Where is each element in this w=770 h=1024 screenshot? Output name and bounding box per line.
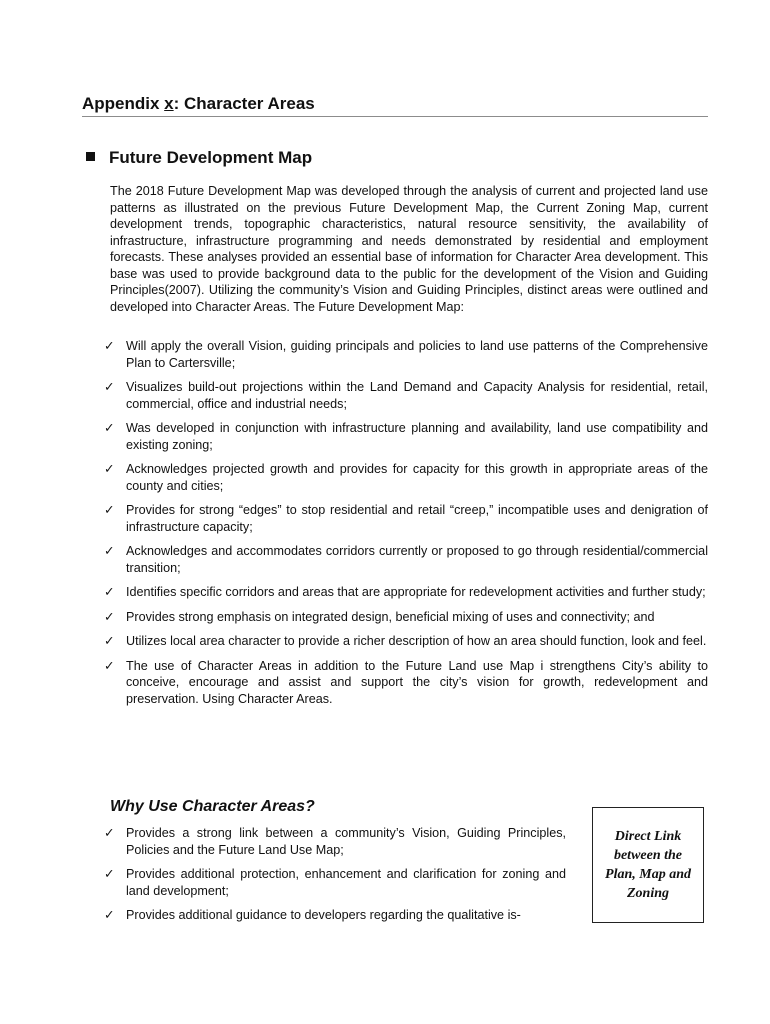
list-item-text: Provides for strong “edges” to stop residential and retail “creep,” incompatible uses and denigration of infrastructure capacity; [126,503,708,534]
list-item-text: Provides additional protection, enhancement and clarification for zoning and land development; [126,867,566,898]
list-item-text: Was developed in conjunction with infrastructure planning and availability, land use compatibility and existing zoning; [126,421,708,452]
list-item [104,379,708,412]
list-item [104,825,566,858]
list-item-text: Acknowledges and accommodates corridors currently or proposed to go through residential/commercial transition; [126,544,708,575]
check-icon: ✓ [104,502,115,517]
list-item [104,907,566,924]
section-heading [86,146,312,170]
check-icon: ✓ [104,657,115,673]
appendix-heading [82,92,708,117]
list-item [104,633,708,650]
check-icon: ✓ [104,907,115,922]
check-icon: ✓ [104,584,115,599]
list-item-text: Provides additional guidance to developers regarding the qualitative is- [126,908,521,922]
section-title: Future Development Map [109,148,313,167]
callout-line: Zoning [626,886,669,901]
appendix-number: x [164,94,174,113]
list-item-text: Provides a strong link between a community’s Vision, Guiding Principles, Policies and the Future Land Use Map; [126,826,566,857]
check-icon: ✓ [104,608,115,624]
check-icon: ✓ [104,866,115,881]
callout-text [605,827,691,903]
check-icon: ✓ [104,379,115,394]
check-icon: ✓ [104,633,115,648]
list-item [104,866,566,899]
list-item-text: Acknowledges projected growth and provides for capacity for this growth in appropriate areas of the county and cities; [126,462,708,493]
callout-line: Plan, Map and [605,867,691,882]
future-map-checklist [104,338,708,715]
list-item [104,338,708,371]
callout-line: between the [613,848,683,863]
list-item-text: Visualizes build-out projections within the Land Demand and Capacity Analysis for residential, retail, commercial, office and industrial needs; [126,380,708,411]
why-heading: Why Use Character Areas? [110,798,315,815]
check-icon: ✓ [104,461,115,476]
list-item [104,502,708,535]
list-item-text: Identifies specific corridors and areas that are appropriate for redevelopment activities and further study; [126,585,706,599]
intro-paragraph: The 2018 Future Development Map was developed through the analysis of current and projected land use patterns as illustrated on the previous Future Development Map, the Current Zoning Map, current development trends, topographic characteristics, natural resource sensitivity, the availability of infrastructure, infrastructure programming and needs demonstrated by residential and employment forecasts. These analyses provided an essential base of information for Character Area development. This base was used to provide background data to the public for the development of the Vision and Guiding Principles(2007). Utilizing the community’s Vision and Guiding Principles, distinct areas were outlined and developed into Character Areas. The Future Development Map: [110,184,708,314]
list-item-text: The use of Character Areas in addition to the Future Land use Map i strengthens City’s ability to conceive, encourage and assist and support the city’s vision for growth, redevelopment and preservation. Using Character Areas. [126,658,708,706]
why-checklist [104,825,566,932]
list-item [104,543,708,576]
list-item [104,461,708,494]
check-icon: ✓ [104,420,115,435]
list-item [104,658,708,708]
direct-link-callout [592,807,704,923]
list-item-text: Provides strong emphasis on integrated design, beneficial mixing of uses and connectivity; and [126,609,655,624]
check-icon: ✓ [104,543,115,558]
list-item-text: Utilizes local area character to provide a richer description of how an area should function, look and feel. [126,634,707,648]
check-icon: ✓ [104,338,115,353]
callout-line: Direct Link [614,829,682,844]
list-item-text: Will apply the overall Vision, guiding principals and policies to land use patterns of the Comprehensive Plan to Cartersville; [126,339,708,370]
list-item [104,420,708,453]
list-item [104,609,708,626]
check-icon: ✓ [104,825,115,840]
appendix-prefix: Appendix [82,94,165,113]
square-bullet-icon [86,152,95,161]
list-item [104,584,708,601]
appendix-title: : Character Areas [173,94,315,113]
